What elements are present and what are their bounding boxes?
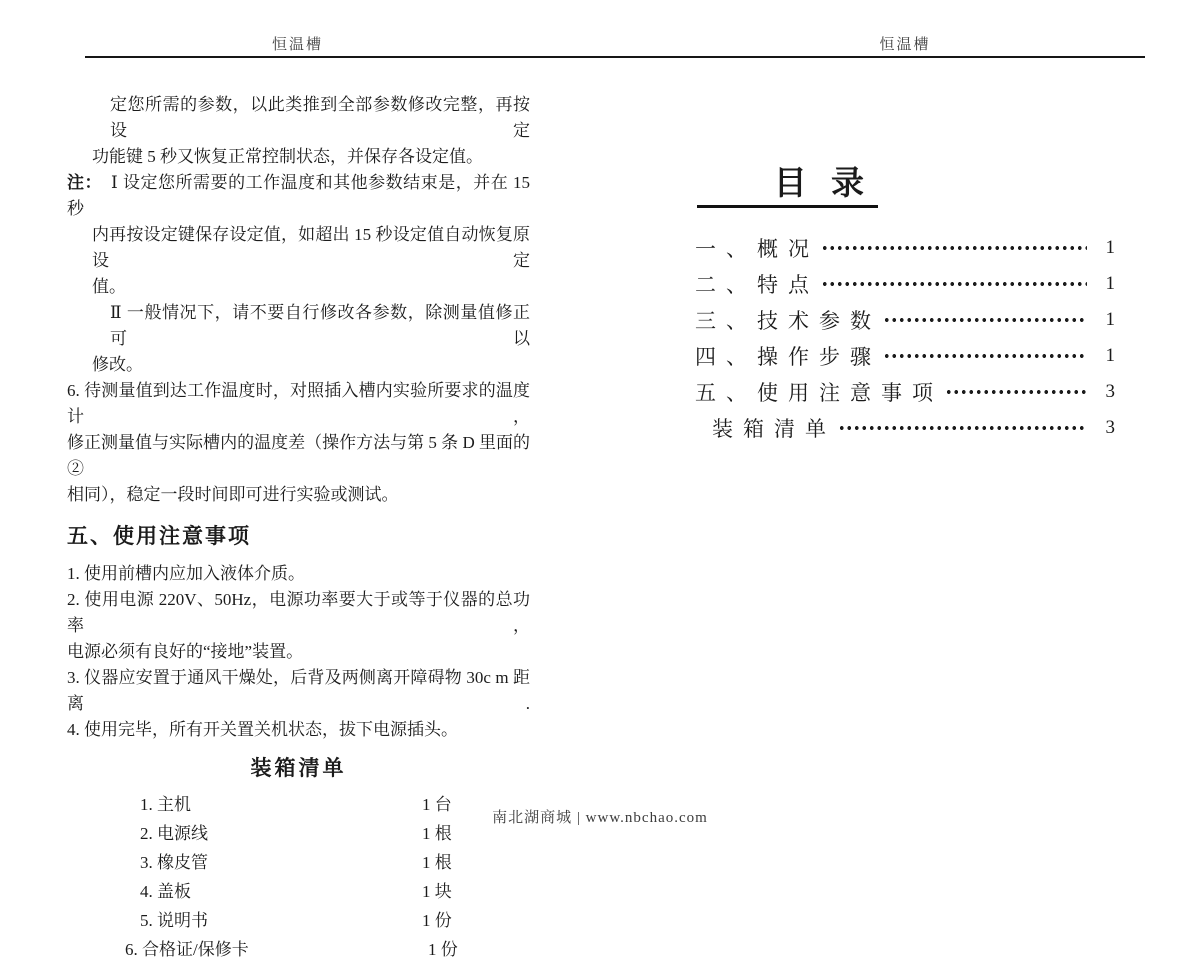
dot-leader: [883, 338, 1087, 374]
toc-entry-label: 二、特点: [695, 273, 819, 297]
toc-title: 目 录: [697, 166, 878, 208]
packing-row: [67, 906, 530, 935]
note-line: 修改。: [92, 355, 143, 374]
toc-entry: [695, 230, 1115, 266]
toc-page-body: [695, 166, 1115, 446]
note-label: 注：: [67, 173, 103, 192]
left-page-body: [67, 92, 530, 964]
toc-entry-label: 装箱清单: [712, 417, 836, 441]
note-line: 值。: [92, 277, 126, 296]
dot-leader: [838, 410, 1087, 446]
list-item: 电源必须有良好的“接地”装置。: [67, 642, 304, 661]
dot-leader: [945, 374, 1087, 410]
toc-page-number: 1: [1105, 345, 1115, 366]
packing-item-name: 3. 橡皮管: [140, 853, 208, 872]
packing-row: [67, 935, 530, 964]
note-line: Ⅱ 一般情况下，请不要自行修改各参数，除测量值修正可以: [110, 303, 530, 348]
toc-entry: [695, 302, 1115, 338]
section-items: [67, 561, 530, 743]
toc-list: [695, 230, 1115, 446]
dot-leader: [821, 230, 1087, 266]
header-rule: [85, 56, 1145, 58]
packing-item-qty: 1 块: [422, 882, 452, 901]
packing-item-name: 6. 合格证/保修卡: [125, 940, 249, 959]
page-header-left: 恒温槽: [271, 37, 323, 53]
packing-item-qty: 1 份: [422, 911, 452, 930]
page-header-right: 恒温槽: [879, 37, 931, 53]
toc-entry: [695, 338, 1115, 374]
packing-list-heading: 装箱清单: [250, 756, 347, 780]
section-heading: 五、使用注意事项: [67, 524, 251, 548]
paragraph-line: 功能键 5 秒又恢复正常控制状态，并保存各设定值。: [92, 147, 483, 166]
packing-item-qty: 1 根: [422, 824, 452, 843]
toc-entry-label: 一、概况: [695, 237, 819, 261]
packing-item-name: 4. 盖板: [140, 882, 191, 901]
dot-leader: [821, 266, 1087, 302]
list-item: 4. 使用完毕，所有开关置关机状态，拔下电源插头。: [67, 720, 458, 739]
toc-page-number: 1: [1105, 237, 1115, 258]
paragraph-line: 6. 待测量值到达工作温度时，对照插入槽内实验所要求的温度计，: [67, 381, 530, 426]
packing-item-name: 5. 说明书: [140, 911, 208, 930]
footer-text: 南北湖商城 | www.nbchao.com: [492, 810, 708, 826]
toc-page-number: 3: [1105, 417, 1115, 438]
toc-page-number: 3: [1105, 381, 1115, 402]
packing-row: [67, 877, 530, 906]
list-item: 2. 使用电源 220V、50Hz，电源功率要大于或等于仪器的总功率，: [67, 590, 530, 635]
note-line: 内再按设定键保存设定值，如超出 15 秒设定值自动恢复原设定: [92, 225, 530, 270]
toc-entry-label: 五、使用注意事项: [695, 381, 943, 405]
toc-entry-label: 四、操作步骤: [695, 345, 881, 369]
packing-item-qty: 1 根: [422, 853, 452, 872]
note-text: Ⅰ 设定您所需要的工作温度和其他参数结束是，并在 15 秒: [67, 173, 531, 218]
packing-item-qty: 1 份: [428, 940, 458, 959]
packing-item-name: 2. 电源线: [140, 824, 208, 843]
note-line: [67, 170, 530, 222]
toc-entry: [695, 410, 1115, 446]
toc-entry: [695, 374, 1115, 410]
toc-page-number: 1: [1105, 273, 1115, 294]
toc-entry-label: 三、技术参数: [695, 309, 881, 333]
toc-page-number: 1: [1105, 309, 1115, 330]
list-item: 1. 使用前槽内应加入液体介质。: [67, 564, 305, 583]
paragraph-line: 定您所需的参数，以此类推到全部参数修改完整，再按设定: [110, 95, 530, 140]
packing-item-name: 1. 主机: [140, 795, 191, 814]
toc-entry: [695, 266, 1115, 302]
packing-item-qty: 1 台: [422, 795, 452, 814]
dot-leader: [883, 302, 1087, 338]
paragraph-line: 修正测量值与实际槽内的温度差（操作方法与第 5 条 D 里面的②: [67, 433, 530, 478]
packing-row: [67, 848, 530, 877]
list-item: 3. 仪器应安置于通风干燥处，后背及两侧离开障碍物 30c m 距离.: [67, 668, 530, 713]
paragraph-line: 相同），稳定一段时间即可进行实验或测试。: [67, 485, 399, 504]
